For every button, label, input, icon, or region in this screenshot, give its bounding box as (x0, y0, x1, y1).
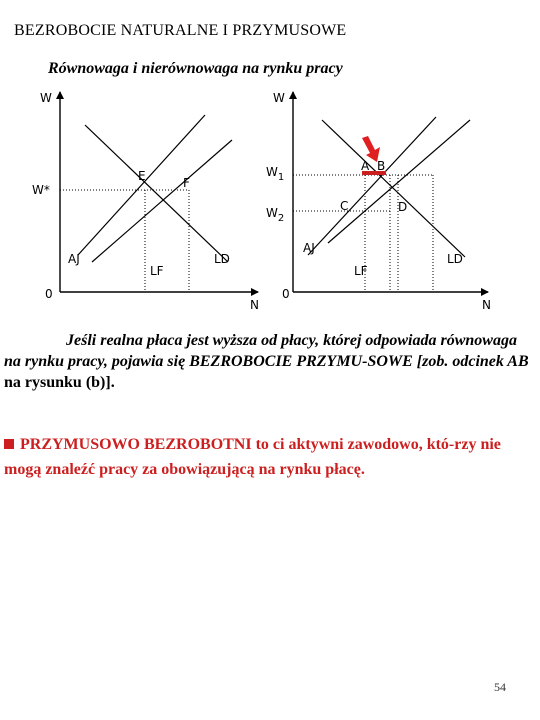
diagram-subtitle: Równowaga i nierównowaga na rynku pracy (48, 60, 343, 77)
square-bullet-icon (4, 439, 14, 449)
diagram-b-w2-label: $W_2$ (266, 206, 285, 224)
diagram-b-aj-label: AJ (303, 241, 315, 255)
diagram-b-point-d-label: D (398, 200, 408, 214)
definition-paragraph (4, 432, 532, 482)
diagram-b-x-axis-label: N (482, 298, 491, 312)
diagram-b-point-b-label: B (377, 159, 386, 173)
diagram-b-lf-label: LF (354, 264, 368, 278)
diagram-a-aj-label: AJ (68, 252, 80, 266)
diagram-b-point-a-label: A (361, 159, 370, 173)
diagram-b-aj-curve (328, 120, 470, 243)
definition-text: PRZYMUSOWO BEZROBOTNI to ci aktywni zawodowo, któ-rzy nie mogą znaleźć pracy za obowiązującą na rynku płacę. (4, 436, 501, 478)
diagram-b-ld-curve (322, 120, 465, 257)
diagram-a-lf-label: LF (150, 264, 164, 278)
page-title: BEZROBOCIE NATURALNE I PRZYMUSOWE (14, 22, 347, 39)
explanation-text-start: Jeśli realna płaca jest wyższa od płacy, której odpowiada równowaga na rynku pracy, pojawia się BEZROBOCIE PRZYMU-SOWE [zob. odcinek (4, 332, 517, 370)
diagram-a-ld-label: LD (214, 252, 230, 266)
diagram-a-aj-curve (92, 140, 232, 262)
diagram-a (32, 91, 259, 312)
explanation-paragraph (4, 330, 532, 393)
diagram-a-y-axis-label: W (40, 91, 52, 105)
diagram-b-origin-label: 0 (282, 287, 290, 301)
diagram-a-x-axis-label: N (250, 298, 259, 312)
diagram-b-y-axis-label: W (273, 91, 285, 105)
diagram-b (266, 91, 491, 312)
labor-market-diagrams (0, 0, 540, 330)
explanation-text-end: na rysunku (b)]. (4, 374, 115, 391)
diagram-a-point-e-label: E (138, 169, 146, 183)
diagram-b-point-c-label: C (340, 199, 349, 213)
diagram-a-origin-label: 0 (45, 287, 53, 301)
diagram-a-wage-label: W* (32, 183, 50, 197)
diagram-b-ld-label: LD (447, 252, 463, 266)
diagram-b-w1-label: $W_1$ (266, 165, 285, 183)
diagram-a-ld-curve (85, 125, 228, 262)
page-number: 54 (494, 680, 506, 694)
diagram-b-lf-curve (308, 117, 436, 255)
diagram-a-point-f-label: F (183, 176, 190, 190)
ab-segment-label: AB (507, 353, 529, 370)
